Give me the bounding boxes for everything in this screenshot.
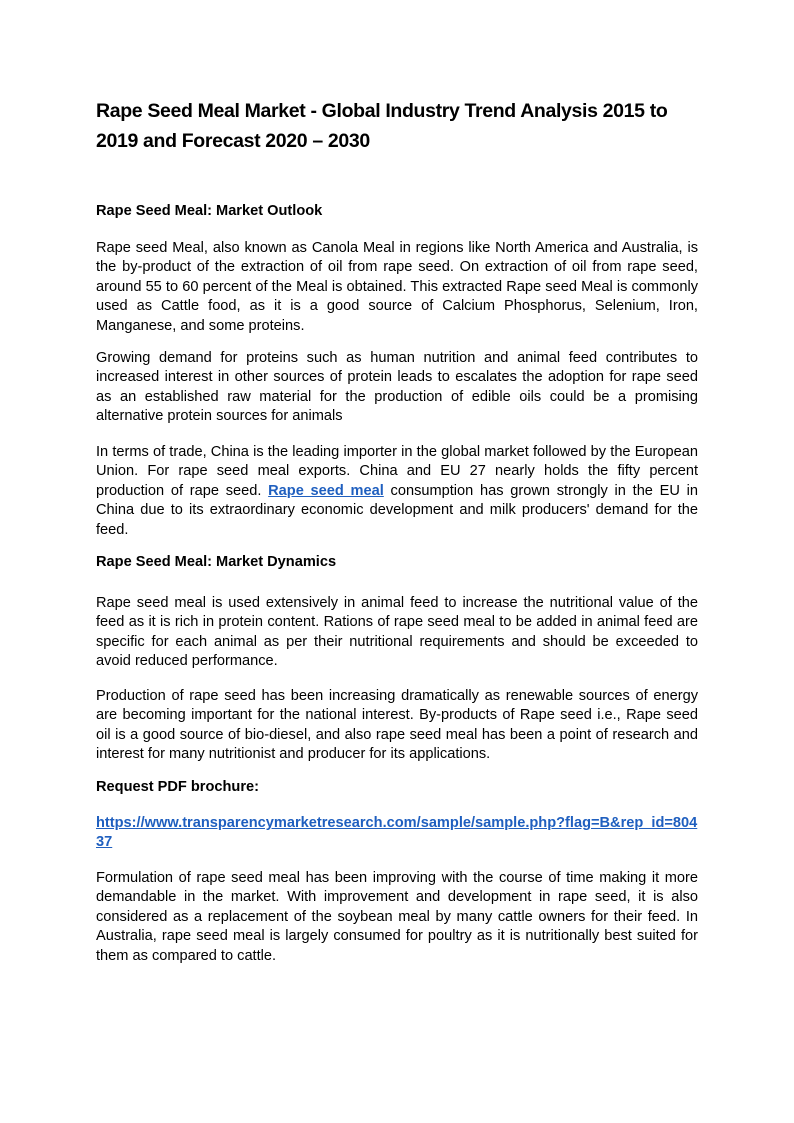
section-heading-market-dynamics: Rape Seed Meal: Market Dynamics (96, 554, 337, 570)
document-title: Rape Seed Meal Market - Global Industry Trend Analysis 2015 to 2019 and Forecast 2020 – 2030 (96, 100, 668, 152)
dynamics-paragraph-1: Rape seed meal is used extensively in animal feed to increase the nutritional value of the feed as it is rich in protein content. Rations of rape seed meal to be added in animal feed are specific for each animal as per their nutritional requirements and should be exceeded to avoid reduced performance. (96, 595, 698, 670)
brochure-url-link[interactable]: https://www.transparencymarketresearch.com/sample/sample.php?flag=B&rep_id=80437 (96, 815, 698, 851)
outlook-paragraph-3 (96, 443, 698, 540)
outlook-paragraph-3-text-after: consumption has grown strongly in the EU in China due to its extraordinary economic development and milk producers' demand for the feed. (96, 482, 699, 538)
outlook-paragraph-2: Growing demand for proteins such as human nutrition and animal feed contributes to increased interest in other sources of protein leads to escalates the adoption for rape seed as an established raw material for the production of edible oils could be a promising alternative protein sources for animals (96, 350, 698, 425)
outlook-paragraph-3-text-before: In terms of trade, China is the leading importer in the global market followed by the European Union. For rape seed meal exports. China and EU 27 nearly holds the fifty percent production of rape seed. (96, 444, 698, 499)
outlook-paragraph-1: Rape seed Meal, also known as Canola Meal in regions like North America and Australia, is the by-product of the extraction of oil from rape seed. On extraction of oil from rape seed, around 55 to 60 percent of the Meal is obtained. This extracted Rape seed Meal is commonly used as Cattle food, as it is a good source of Calcium Phosphorus, Selenium, Iron, Manganese, and some proteins. (96, 240, 698, 334)
request-paragraph: Formulation of rape seed meal has been improving with the course of time making it more demandable in the market. With improvement and development in rape seed, it is also considered as a replacement of the soybean meal by many cattle owners for their feed. In Australia, rape seed meal is largely consumed for poultry as it is nutritionally best suited for them as compared to cattle. (96, 870, 698, 964)
section-heading-market-outlook: Rape Seed Meal: Market Outlook (96, 203, 323, 219)
section-heading-request-brochure: Request PDF brochure: (96, 779, 259, 795)
rape-seed-meal-link[interactable]: Rape seed meal (268, 482, 384, 499)
dynamics-paragraph-2: Production of rape seed has been increasing dramatically as renewable sources of energy are becoming important for the national interest. By-products of Rape seed i.e., Rape seed oil is a good source of bio-diesel, and also rape seed meal has been a point of research and interest for many nutritionist and producer for its applications. (96, 688, 698, 763)
